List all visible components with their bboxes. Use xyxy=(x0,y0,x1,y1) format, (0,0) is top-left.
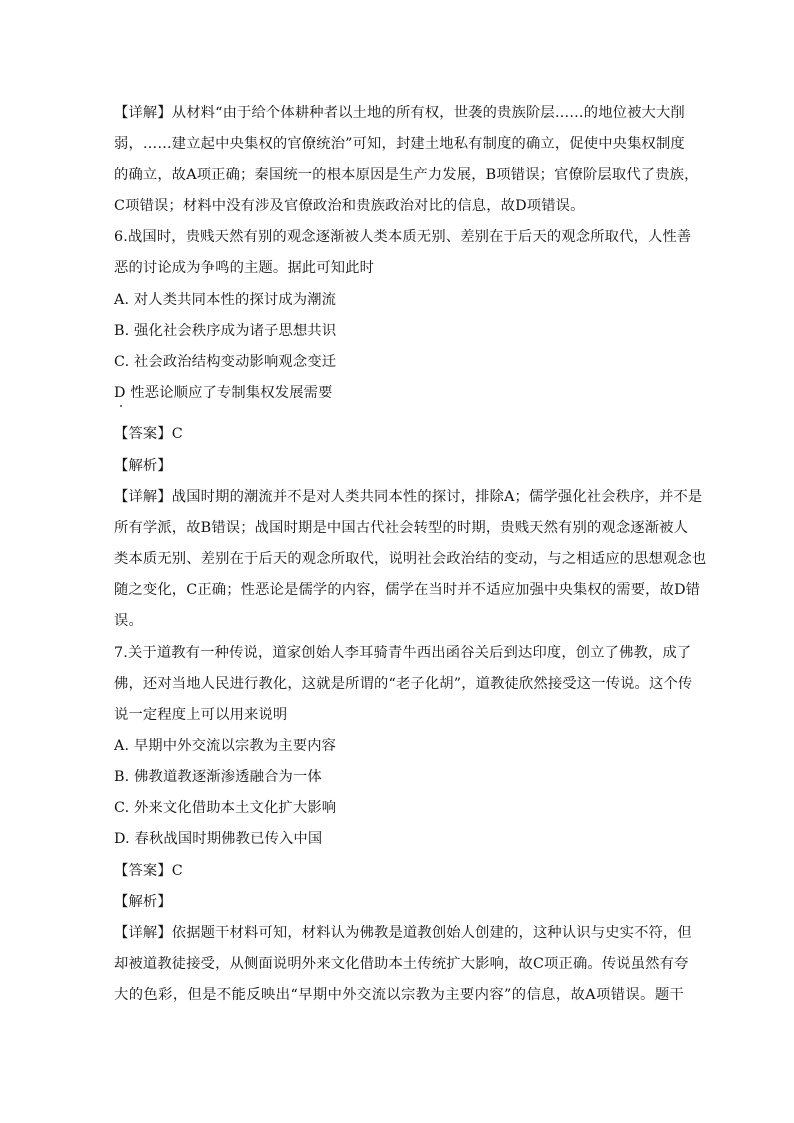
text-line: 所有学派，故B错误；战国时期是中国古代社会转型的时期，贵贱天然有别的观念逐渐被人 xyxy=(114,520,689,536)
analysis-heading: 【解析】 xyxy=(114,894,172,910)
option-a: A. 对人类共同本性的探讨成为潮流 xyxy=(114,292,337,308)
option-b: B. 强化社会秩序成为诸子思想共识 xyxy=(114,323,337,339)
option-c: C. 社会政治结构变动影响观念变迁 xyxy=(114,354,337,370)
text-line: 却被道教徒接受，从侧面说明外来文化借助本土传统扩大影响，故C项正确。传说虽然有夸 xyxy=(114,956,689,972)
stray-dot xyxy=(120,405,122,407)
option-d: D 性恶论顺应了专制集权发展需要 xyxy=(114,385,333,401)
text-line: 大的色彩，但是不能反映出“早期中外交流以宗教为主要内容”的信息，故A项错误。题干 xyxy=(114,987,684,1003)
text-line: C项错误；材料中没有涉及官僚政治和贵族政治对比的信息，故D项错误。 xyxy=(114,198,585,214)
question-6-stem: 6.战国时，贵贱天然有别的观念逐渐被人类本质无别、差别在于后天的观念所取代，人性善 xyxy=(114,229,692,245)
text-line: 误。 xyxy=(114,613,143,629)
option-d: D. 春秋战国时期佛教已传入中国 xyxy=(114,831,323,847)
option-c: C. 外来文化借助本土文化扩大影响 xyxy=(114,800,337,816)
text-line: 的确立，故A项正确；秦国统一的根本原因是生产力发展，B项错误；官僚阶层取代了贵族， xyxy=(114,167,699,183)
text-line: 【详解】战国时期的潮流并不是对人类共同本性的探讨，排除A；儒学强化社会秩序，并不是 xyxy=(114,489,703,505)
answer-label: 【答案】C xyxy=(114,863,183,879)
question-7-stem: 佛，还对当地人民进行教化，这就是所谓的“老子化胡”，道教徒欣然接受这一传说。这个传 xyxy=(114,676,693,692)
option-b: B. 佛教道教逐渐渗透融合为一体 xyxy=(114,769,322,785)
question-7-stem: 7.关于道教有一种传说，道家创始人李耳骑青牛西出函谷关后到达印度，创立了佛教，成了 xyxy=(114,645,692,661)
analysis-heading: 【解析】 xyxy=(114,458,172,474)
question-7-stem: 说一定程度上可以用来说明 xyxy=(114,707,288,723)
text-line: 随之变化，C正确；性恶论是儒学的内容，儒学在当时并不适应加强中央集权的需要，故D错 xyxy=(114,582,701,598)
option-a: A. 早期中外交流以宗教为主要内容 xyxy=(114,738,337,754)
text-line: 【详解】依据题干材料可知，材料认为佛教是道教创始人创建的，这种认识与史实不符，但 xyxy=(114,925,692,941)
text-line: 弱，……建立起中央集权的官僚统治”可知，封建土地私有制度的确立，促使中央集权制度 xyxy=(114,136,685,152)
text-line: 类本质无别、差别在于后天的观念所取代，说明社会政治结的变动，与之相适应的思想观念也 xyxy=(114,551,707,567)
question-6-stem: 恶的讨论成为争鸣的主题。据此可知此时 xyxy=(114,260,375,276)
answer-label: 【答案】C xyxy=(114,426,183,442)
text-line: 【详解】从材料“由于给个体耕种者以土地的所有权，世袭的贵族阶层……的地位被大大削 xyxy=(114,105,685,121)
